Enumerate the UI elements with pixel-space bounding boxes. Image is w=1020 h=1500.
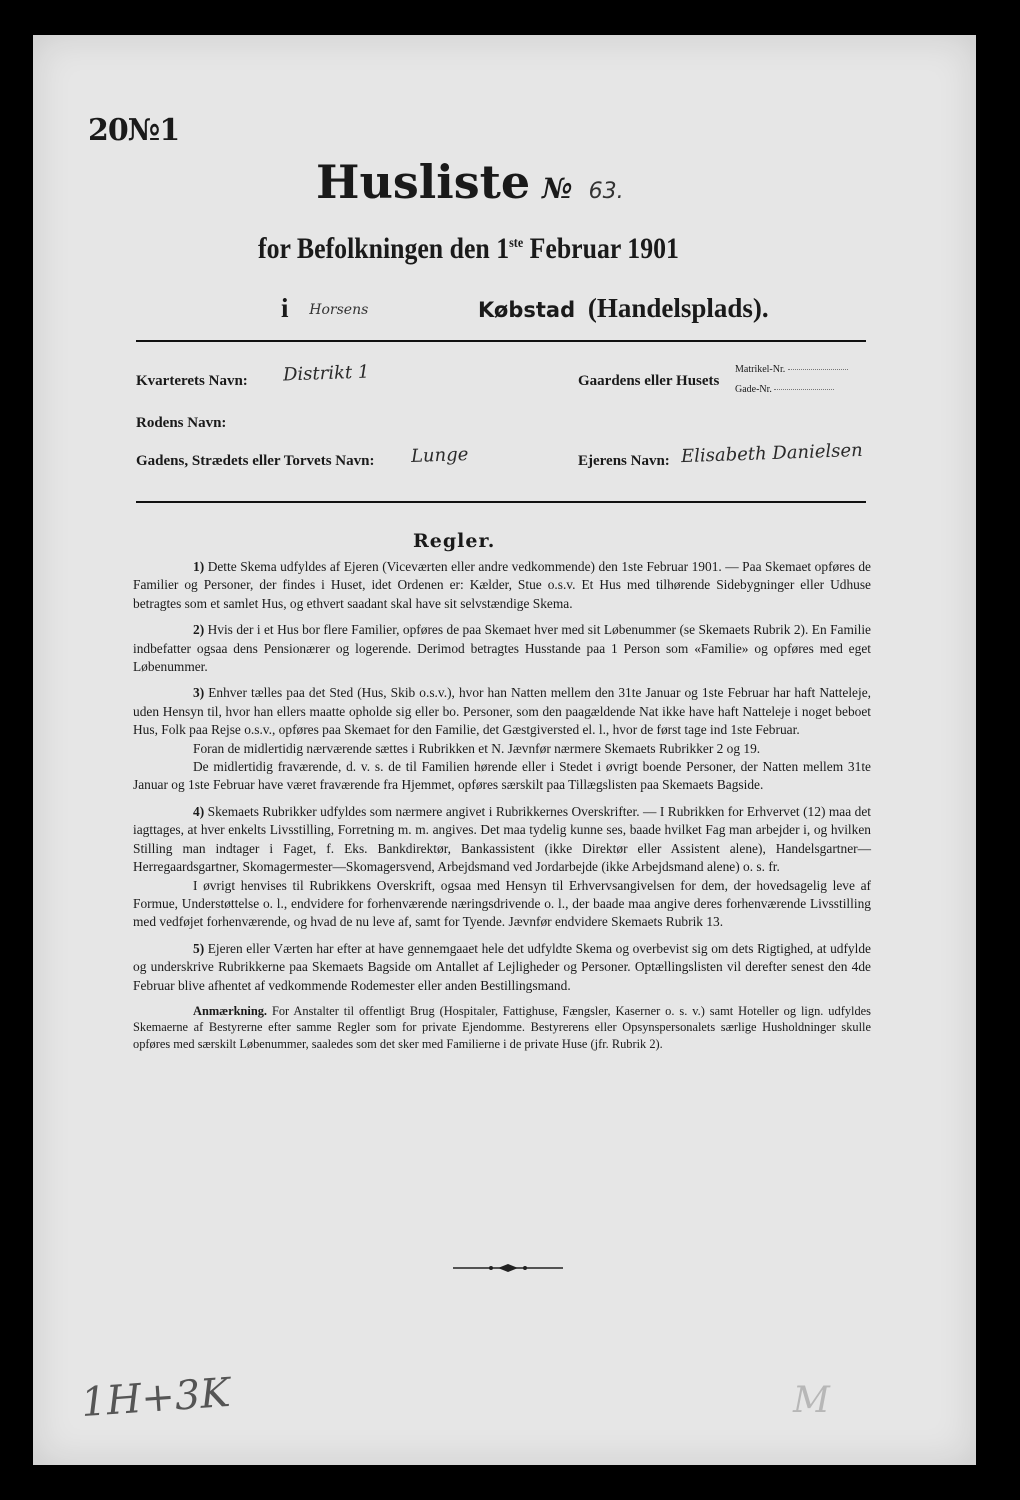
rule-4-number: 4) [193,803,205,819]
kvarter-label: Kvarterets Navn: [136,373,248,389]
rule-2-text: Hvis der i et Hus bor flere Familier, opføres de paa Skemaet hver med sit Løbenummer (se Skemaets Rubrik 2). En Familie indbefatter ogsaa dens Pensionærer og logerende. Derimod betragtes Husstande paa 1 Person som «Familie» og opføres med eget Løbenummer. [133,622,871,675]
rule-4 [133,803,871,877]
town-prefix: i [281,293,289,323]
gade-value: Lunge [410,444,469,467]
subtitle-pre: for Befolkningen den 1 [258,232,510,265]
gaard-label-text: Gaardens eller Husets [578,373,720,389]
ejer-value: Elisabeth Danielsen [680,439,864,468]
rule-2-number: 2) [193,622,205,638]
matrikel-label [735,364,848,376]
rules-body [133,558,871,1060]
kobstad-label: Købstad [478,298,576,322]
gade-nr-line [774,389,834,390]
rule-3-number: 3) [193,685,205,701]
house-number-handwritten: 63. [588,179,624,204]
note-text: For Anstalter til offentligt Brug (Hospitaler, Fattighuse, Fængsler, Kaserner o. s. v.) samt Hoteller og lign. udfyldes Skemaerne af Bestyrerne efter samme Regler som for private Ejendomme. Bestyrerens eller Opsynspersonalets særlige Husholdninger skulle opføres med særskilt Løbenummer, saaledes som det sker med Familierne i de private Huse (jfr. Rubrik 2). [133,1003,871,1051]
gade-label: Gadens, Strædets eller Torvets Navn: [136,453,375,469]
document-title [316,155,716,209]
margin-note-faint: M [793,1380,830,1421]
rule-5-number: 5) [193,940,205,956]
rule-3c: De midlertidig fraværende, d. v. s. de til Familien hørende eller i Stedet i øvrigt boende Personer, der Natten mellem 31te Januar og 1ste Februar have været fraværende fra Hjemmet, opføres særskilt paa Tillægslisten paa Skemaets Bagside. [133,759,871,793]
town-suffix: (Handelsplads). [587,293,769,323]
rule-4-text: Skemaets Rubrikker udfyldes som nærmere angivet i Rubrikkernes Overskrifter. — I Rubrikken for Erhvervet (12) maa det iagttages, at hver enkelts Livsstilling, Forretning m. m. angives. Det maa tydelig kunne ses, baade hvilket Fag man arbejder i, og hvilken Stilling man indtager i Faget, f. Eks. Bankdirektør, Bankassistent (ikke Direktør eller Assistent alene), Handelsgartner—Herregaardsgartner, Skomagermester—Skomagersvend, Arbejdsmand ved Jordarbejde (ikke Arbejdsmand alene) o. s. fr. [133,803,871,875]
rule-3b: Foran de midlertidig nærværende sættes i Rubrikken et N. Jævnfør nærmere Skemaets Rubrikker 2 og 19. [193,740,761,756]
matrikel-label-text: Matrikel-Nr. [735,364,786,375]
gaard-label [578,373,719,390]
rule-3-text: Enhver tælles paa det Sted (Hus, Skib o.s.v.), hvor han Natten mellem den 31te Januar og 1ste Februar har haft Natteleje, uden Hensyn til, hvor han ellers maatte opholde sig eller bo. Personer, som den paagældende Nat ikke have haft Natteleje i noget beboet Hus, Folk paa Rejse o.s.v., opføres paa Skemaet for den Familie, det Gæstgiversted el. l., hvor de først tage ind 1ste Februar. [133,685,871,738]
town-handwritten: Horsens [309,302,369,318]
subtitle-sup: ste [509,236,524,251]
number-mark: № [542,172,573,205]
gade-nr-label [735,384,834,396]
rule-4b: I øvrigt henvises til Rubrikkens Overskrift, ogsaa med Hensyn til Erhvervsangivelsen for dem, der hovedsagelig leve af Formue, Understøttelse o. l., endvidere for forhenværende næringsdrivende o. l., der baade maa angive deres forhenværende Livsstilling med vedføjet forhenværende, og hvad de nu leve af, samt for Tyende. Jævnfør endvidere Skemaets Rubrik 13. [133,877,871,930]
divider-top [136,340,866,342]
census-form-page [33,35,976,1465]
margin-note-handwritten: 1H+3K [79,1369,232,1427]
subtitle [258,232,679,266]
note-label: Anmærkning. [193,1003,268,1018]
rules-heading: Regler. [413,530,496,552]
kvarter-value: Distrikt 1 [282,361,370,386]
rule-1 [133,558,871,613]
rule-2 [133,621,871,676]
title-text: Husliste [316,155,531,209]
rule-3 [133,684,871,739]
annotation-note [133,1003,871,1053]
rule-1-text: Dette Skema udfyldes af Ejeren (Viceværten eller andre vedkommende) den 1ste Februar 1901. — Paa Skemaet opføres de Familier og Personer, der findes i Huset, idet Ordenen er: Kælder, Stue o.s.v. Et Hus med tilhørende Sidebygninger eller Udhuse betragtes som et samlet Hus, og ethvert saadant skal have sit selvstændige Skema. [133,559,871,611]
subtitle-post: Februar 1901 [523,232,679,265]
ejer-label: Ejerens Navn: [578,453,670,469]
rule-5 [133,940,871,995]
rule-5-text: Ejeren eller Værten har efter at have gennemgaaet hele det udfyldte Skema og overbevist sig om dets Rigtighed, at udfylde og underskrive Rubrikkerne paa Skemaets Bagside om Antallet af Lejligheder og Personer. Optællingslisten vil derefter senest den 4de Februar blive afhentet af vedkommende Rodemester eller anden Bestillingsmand. [133,940,871,993]
gade-nr-label-text: Gade-Nr. [735,384,772,395]
matrikel-line [788,369,848,370]
ornament-divider-icon [453,1262,563,1274]
divider-bottom [136,501,866,503]
form-code: 20№1 [88,113,180,148]
rule-1-number: 1) [193,559,205,574]
roden-label: Rodens Navn: [136,415,227,431]
town-line [281,293,769,324]
